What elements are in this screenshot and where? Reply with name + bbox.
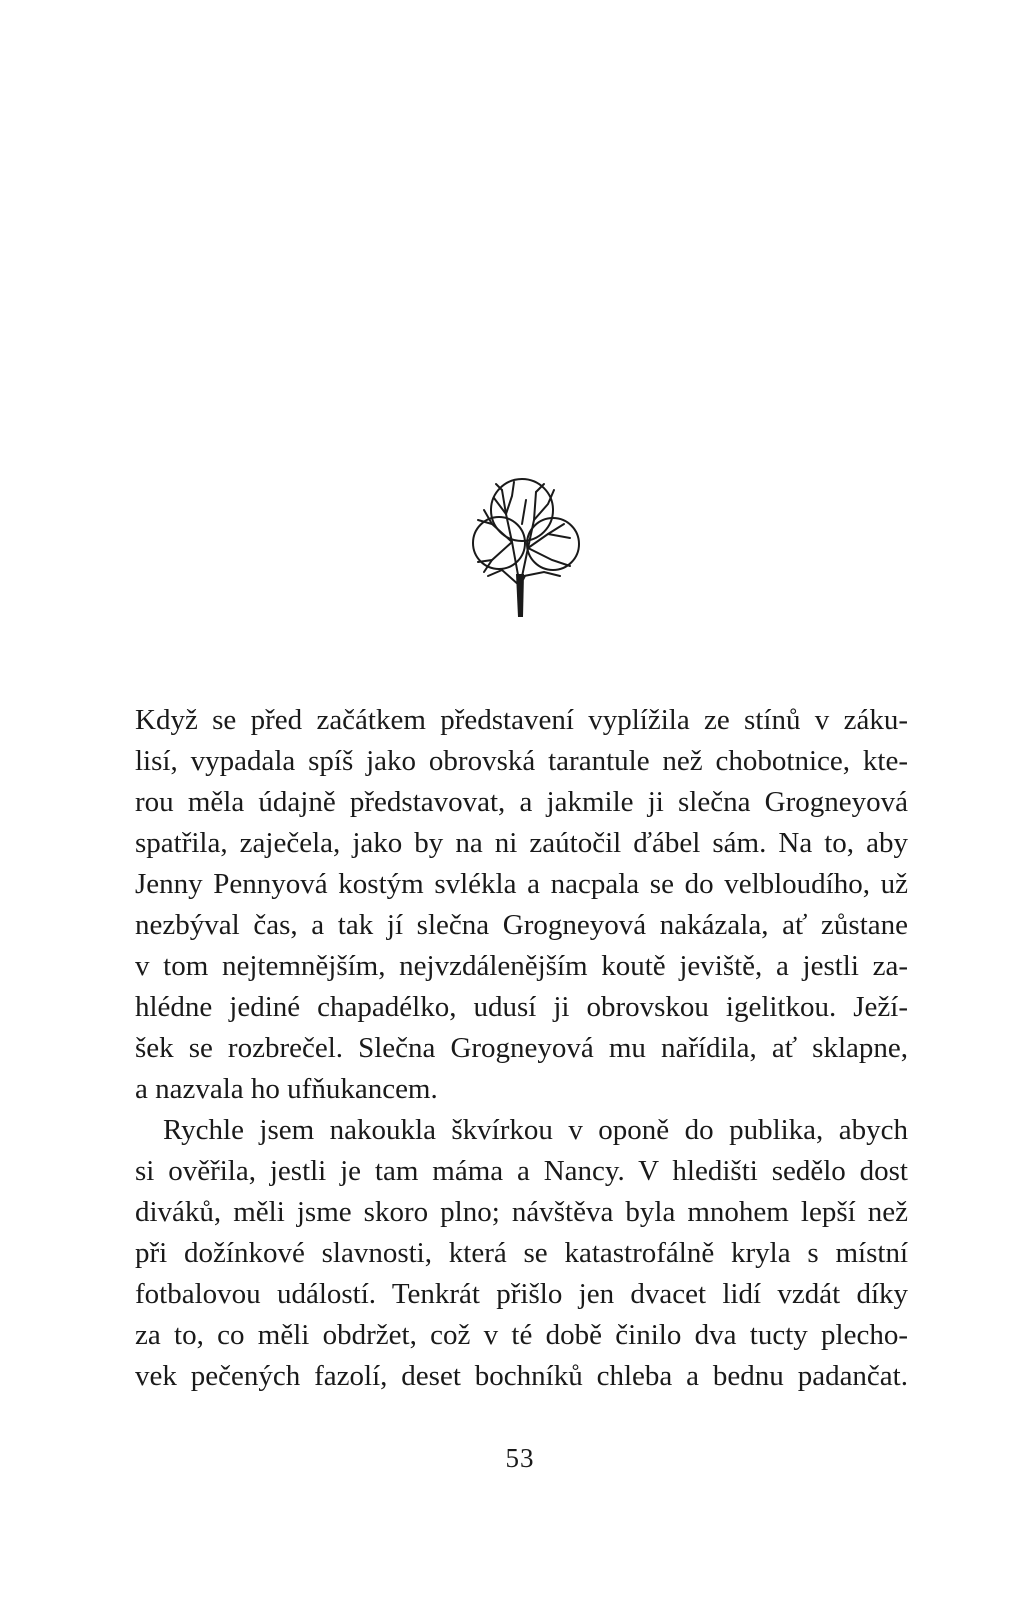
body-text bbox=[135, 700, 908, 1397]
text-line: šek se rozbrečel. Slečna Grogneyová mu nařídila, ať sklapne, bbox=[135, 1032, 908, 1064]
text-line: rou měla údajně představovat, a jakmile ji slečna Grogneyová bbox=[135, 786, 908, 818]
text-line: spatřila, zaječela, jako by na ni zaútočil ďábel sám. Na to, aby bbox=[135, 827, 908, 859]
text-line: vek pečených fazolí, deset bochníků chleba a bednu padančat. bbox=[135, 1360, 908, 1392]
text-line: Rychle jsem nakoukla škvírkou v oponě do publika, abych bbox=[163, 1114, 908, 1146]
text-line: lisí, vypadala spíš jako obrovská tarantule než chobotnice, kte- bbox=[135, 745, 908, 777]
text-line: nezbýval čas, a tak jí slečna Grogneyová nakázala, ať zůstane bbox=[135, 909, 908, 941]
text-line: za to, co měli obdržet, což v té době činilo dva tucty plecho- bbox=[135, 1319, 908, 1351]
text-line: Jenny Pennyová kostým svlékla a nacpala se do velbloudího, už bbox=[135, 868, 908, 900]
text-line: při dožínkové slavnosti, která se katastrofálně kryla s místní bbox=[135, 1237, 908, 1269]
text-line: si ověřila, jestli je tam máma a Nancy. V hledišti sedělo dost bbox=[135, 1155, 908, 1187]
paragraph-2 bbox=[135, 1110, 908, 1397]
text-line: Když se před začátkem představení vyplížila ze stínů v záku- bbox=[135, 704, 908, 736]
text-line: diváků, měli jsme skoro plno; návštěva byla mnohem lepší než bbox=[135, 1196, 908, 1228]
page-number: 53 bbox=[505, 1443, 535, 1473]
text-line: a nazvala ho ufňukancem. bbox=[135, 1073, 438, 1105]
text-line: fotbalovou událostí. Tenkrát přišlo jen dvacet lidí vzdát díky bbox=[135, 1278, 908, 1310]
paragraph-1 bbox=[135, 700, 908, 1110]
tree-icon bbox=[466, 476, 584, 618]
text-line: v tom nejtemnějším, nejvzdálenějším koutě jeviště, a jestli za- bbox=[135, 950, 908, 982]
text-line: hlédne jediné chapadélko, udusí ji obrovskou igelitkou. Ježí- bbox=[135, 991, 908, 1023]
